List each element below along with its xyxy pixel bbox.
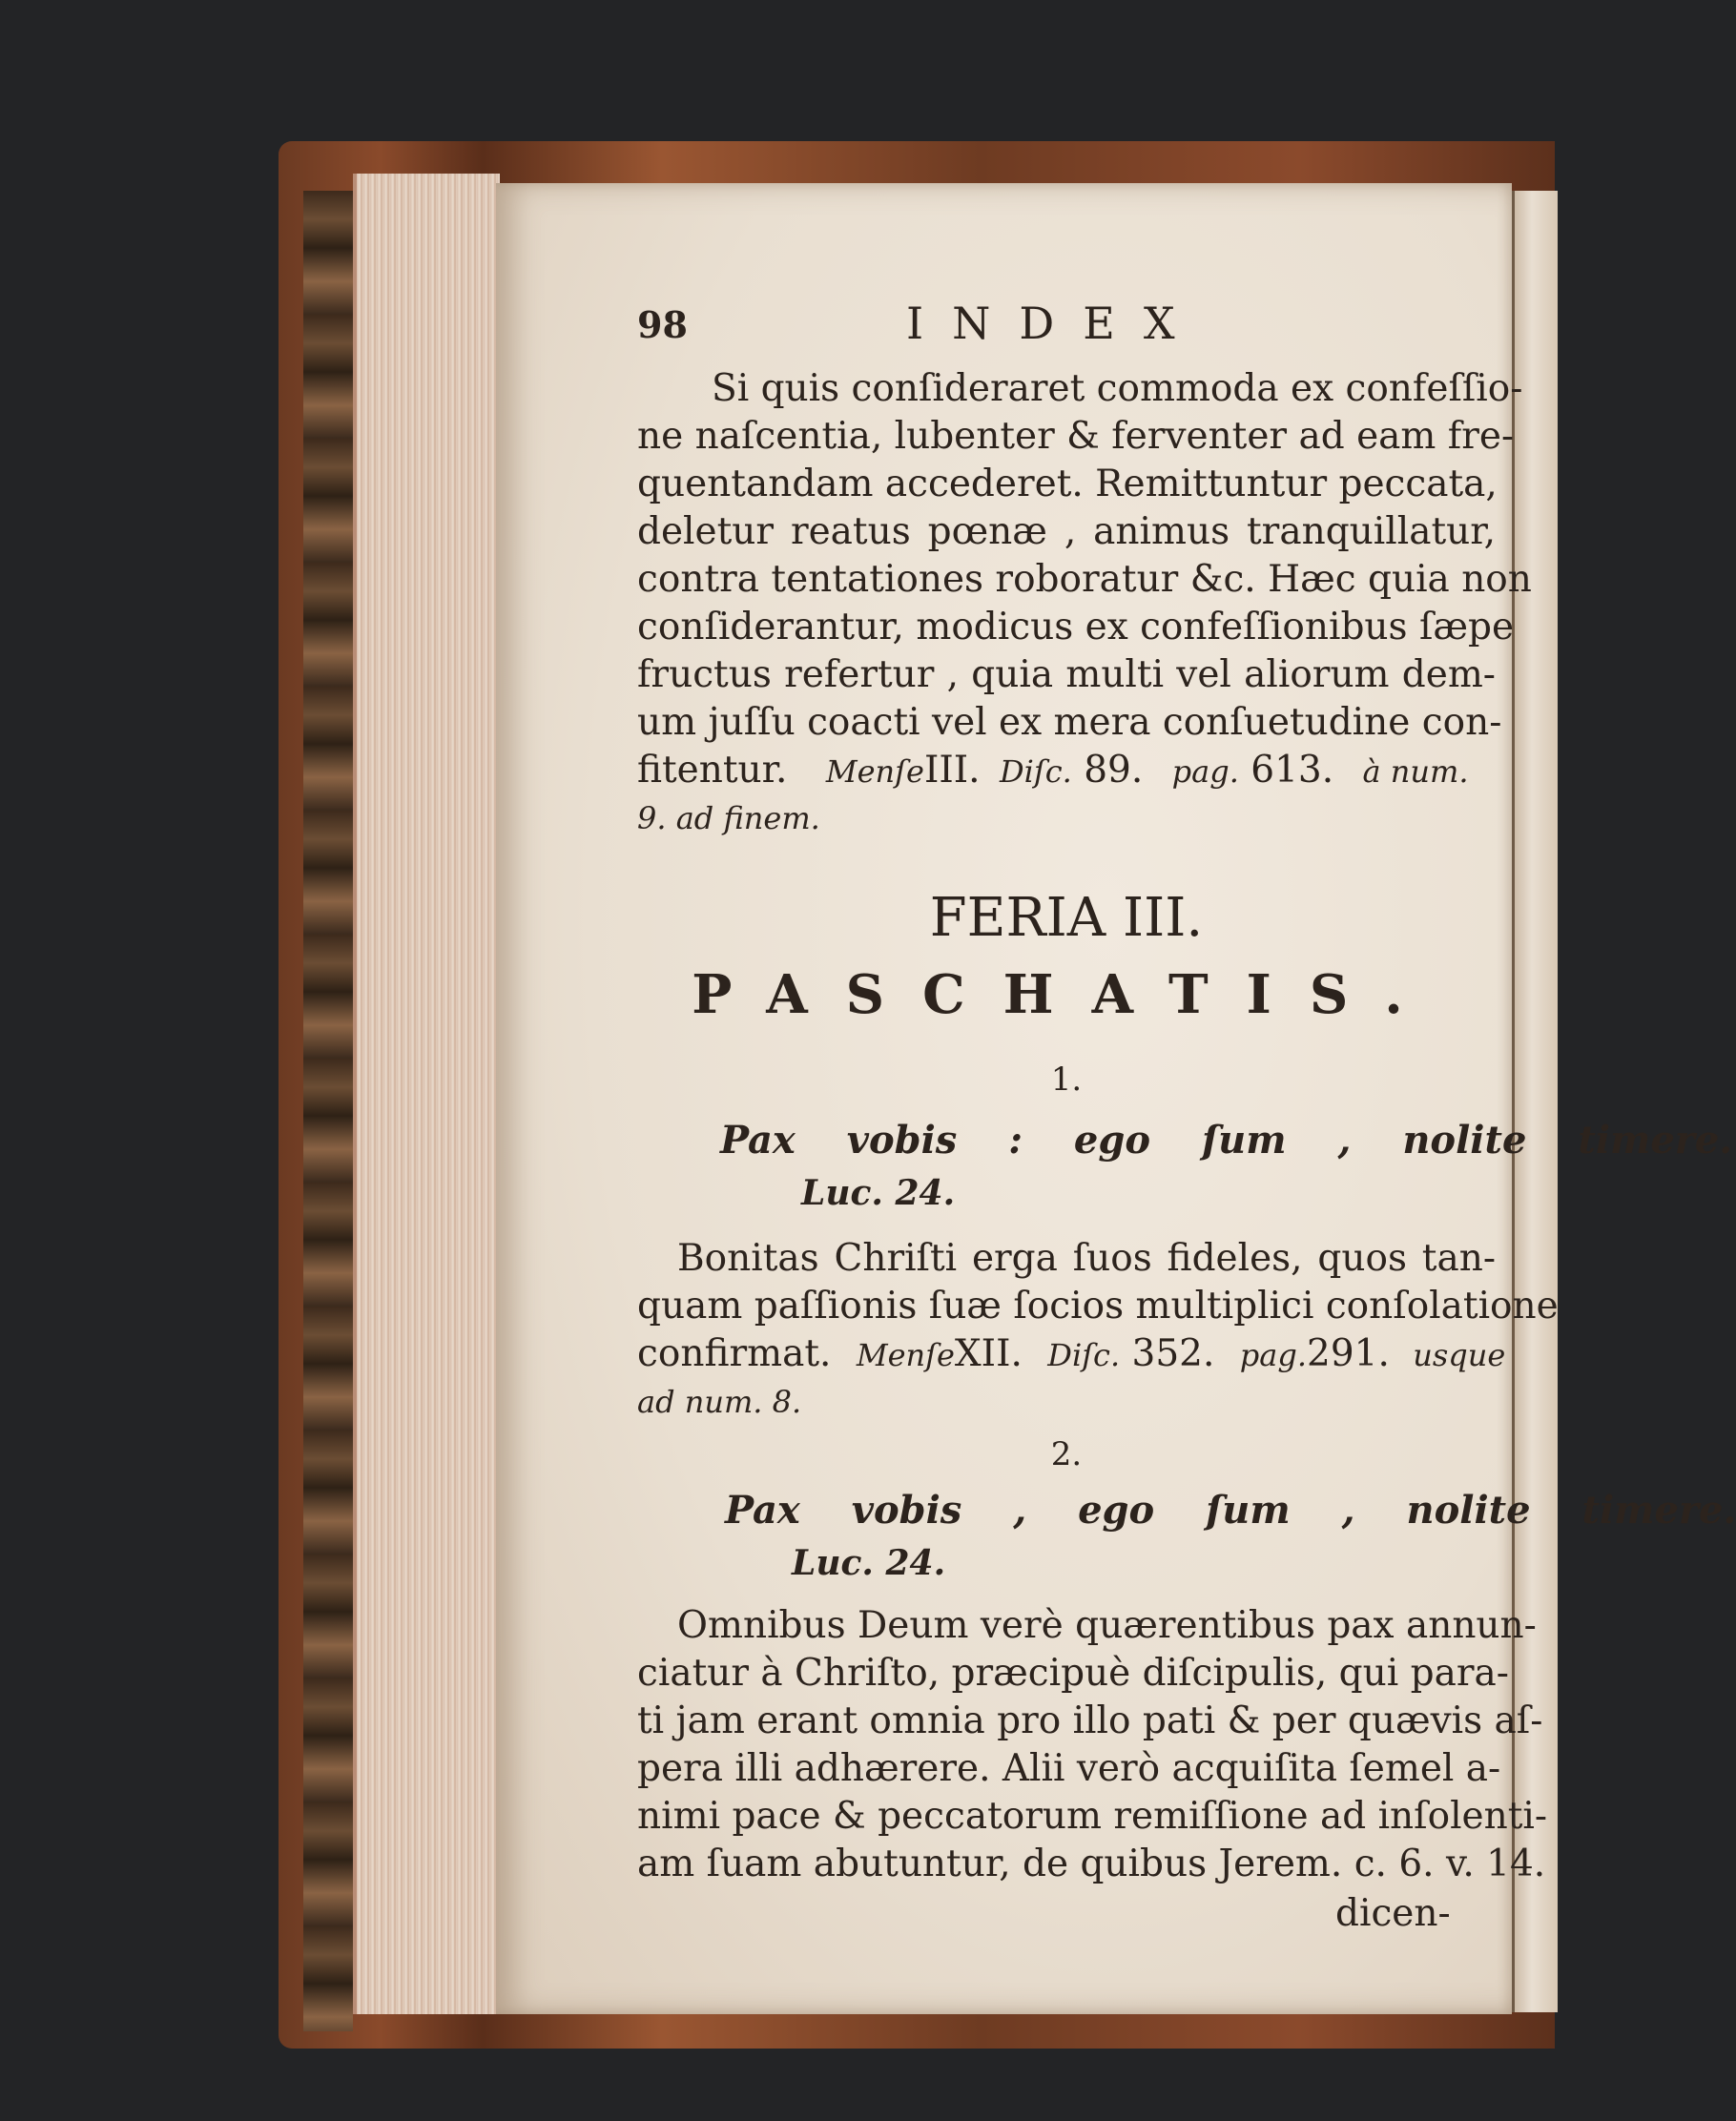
para1-line: quentandam accederet. Remittuntur peccata, — [637, 463, 1498, 505]
running-head: INDEX — [906, 298, 1204, 349]
item1-ref-tail: ad num. 8. — [637, 1384, 802, 1420]
para1-ref-line — [637, 747, 1496, 795]
para1-ref-tail: 9. ad finem. — [637, 800, 820, 836]
item2-line: ciatur à Chriſto, præcipuè diſcipulis, qui para- — [637, 1652, 1509, 1695]
ref-mense: XII. — [954, 1332, 1023, 1375]
item2-line: ti jam erant omnia pro illo pati & per quævis aſ- — [637, 1699, 1543, 1742]
scripture-citation: Luc. 24. — [792, 1543, 946, 1583]
ref-tail: usque — [1413, 1337, 1506, 1373]
ref-disc-label: Diſc. — [999, 753, 1072, 790]
ref-pag-label: pag. — [1239, 1337, 1307, 1373]
ref-disc: 352. — [1131, 1332, 1215, 1375]
item2-line: am ſuam abutuntur, de quibus Jerem. c. 6. v. 14. — [637, 1843, 1546, 1885]
para1-line: Si quis conſideraret commoda ex confeſſio- — [712, 367, 1523, 410]
para1-line: deletur reatus pœnæ , animus tranquillatur, — [637, 510, 1496, 553]
section-subtitle: PASCHATIS. — [692, 963, 1441, 1026]
item-number: 1. — [1050, 1060, 1083, 1099]
ref-pag: 291. — [1307, 1332, 1390, 1375]
scripture-quote: Pax vobis , ego ſum , nolite timere. — [725, 1488, 1736, 1533]
para1-line: fructus refertur , quia multi vel aliorum dem- — [637, 653, 1496, 696]
catchword: dicen- — [1335, 1892, 1451, 1935]
para1-line: conſiderantur, modicus ex confeſſionibus ſæpe — [637, 606, 1515, 649]
ref-mense: III. — [923, 749, 981, 792]
item-number: 2. — [1050, 1435, 1083, 1473]
ref-pag-label: pag. — [1171, 753, 1239, 790]
ref-disc-label: Diſc. — [1047, 1337, 1121, 1373]
item1-ref-line — [637, 1330, 1506, 1379]
ref-tail: à num. — [1362, 753, 1469, 790]
item1-line: Bonitas Chriſti erga ſuos fideles, quos tan- — [677, 1237, 1496, 1280]
scripture-quote: Pax vobis : ego ſum , nolite timere. — [720, 1118, 1733, 1163]
item2-line: nimi pace & peccatorum remiſſione ad inſolenti- — [637, 1795, 1548, 1838]
ref-mense-label: Menſe — [856, 1337, 955, 1373]
section-title: FERIA III. — [929, 887, 1204, 949]
ref-mense-label: Menſe — [825, 753, 924, 790]
ref-pag: 613. — [1250, 749, 1334, 792]
item1-line: quam paſſionis ſuæ ſocios multiplici conſolatione — [637, 1285, 1559, 1328]
item2-line: pera illi adhærere. Alii verò acquiſita ſemel a- — [637, 1747, 1501, 1790]
para1-line: um juſſu coacti vel ex mera conſuetudine con- — [637, 701, 1502, 744]
page-number: 98 — [637, 303, 688, 346]
item2-line: Omnibus Deum verè quærentibus pax annun- — [677, 1604, 1537, 1647]
scripture-citation: Luc. 24. — [801, 1173, 956, 1213]
item1-last-word: confirmat. — [637, 1332, 832, 1375]
ref-disc: 89. — [1084, 749, 1144, 792]
para1-last-word: fitentur. — [637, 749, 788, 792]
para1-line: contra tentationes roboratur &c. Hæc quia non — [637, 558, 1532, 601]
para1-line: ne naſcentia, lubenter & ferventer ad eam fre- — [637, 415, 1515, 458]
